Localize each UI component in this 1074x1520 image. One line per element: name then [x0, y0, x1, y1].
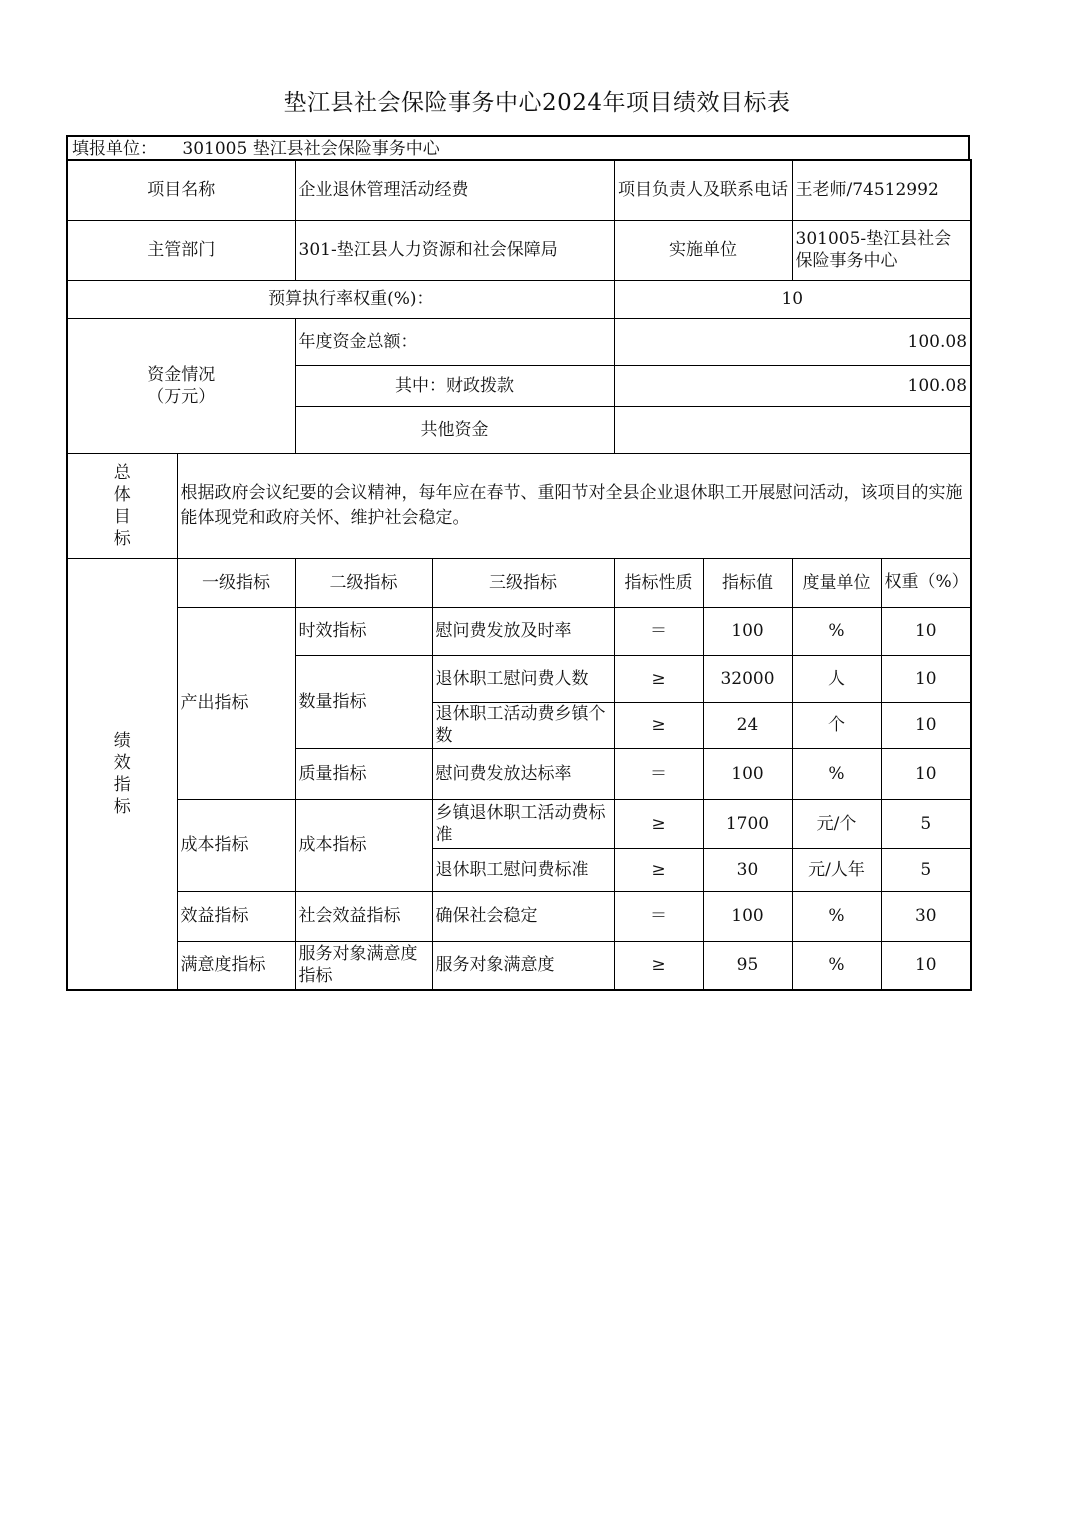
table-row — [67, 799, 971, 848]
header-weight: 权重（%） — [881, 558, 971, 607]
row-unit: 元/人年 — [792, 848, 881, 891]
row-nature: ＝ — [614, 891, 703, 941]
header-l3: 三级指标 — [432, 558, 614, 607]
row-nature: ＝ — [614, 748, 703, 799]
funds-total-label: 年度资金总额： — [295, 318, 614, 365]
row-nature: ≥ — [614, 799, 703, 848]
row-value: 100 — [703, 891, 792, 941]
contact-value: 王老师/74512992 — [792, 160, 971, 220]
contact-label: 项目负责人及联系电话 — [614, 160, 792, 220]
table-row — [67, 891, 971, 941]
goal-label: 总 体 目 标 — [67, 453, 177, 558]
row-l2: 服务对象满意度指标 — [295, 941, 432, 990]
row-value: 100 — [703, 607, 792, 655]
row-unit: 元/个 — [792, 799, 881, 848]
perf-label: 绩 效 指 标 — [67, 558, 177, 990]
row-l3: 确保社会稳定 — [432, 891, 614, 941]
header-value: 指标值 — [703, 558, 792, 607]
row-unit: % — [792, 607, 881, 655]
filler-row — [66, 135, 970, 159]
impl-value: 301005-垫江县社会保险事务中心 — [792, 220, 971, 280]
funds-label-cell — [67, 318, 295, 453]
row-nature: ＝ — [614, 607, 703, 655]
row-value: 24 — [703, 702, 792, 748]
row-l3: 慰问费发放达标率 — [432, 748, 614, 799]
row-unit: % — [792, 891, 881, 941]
header-unit: 度量单位 — [792, 558, 881, 607]
header-nature: 指标性质 — [614, 558, 703, 607]
budget-weight-label: 预算执行率权重(%)： — [67, 280, 614, 318]
row-value: 32000 — [703, 655, 792, 702]
goal-text: 根据政府会议纪要的会议精神，每年应在春节、重阳节对全县企业退休职工开展慰问活动，该项目的实施能体现党和政府关怀、维护社会稳定。 — [177, 453, 971, 558]
row-l2: 成本指标 — [295, 799, 432, 891]
row-weight: 5 — [881, 799, 971, 848]
row-l2: 数量指标 — [295, 655, 432, 748]
project-name-label: 项目名称 — [67, 160, 295, 220]
row-l1: 效益指标 — [177, 891, 295, 941]
filler-value: 301005 垫江县社会保险事务中心 — [182, 139, 440, 159]
row-l2: 社会效益指标 — [295, 891, 432, 941]
row-weight: 10 — [881, 748, 971, 799]
row-weight: 10 — [881, 702, 971, 748]
header-l2: 二级指标 — [295, 558, 432, 607]
row-weight: 10 — [881, 607, 971, 655]
funds-unit: （万元） — [147, 386, 216, 407]
table-row — [67, 941, 971, 990]
row-weight: 5 — [881, 848, 971, 891]
funds-fiscal-value: 100.08 — [614, 365, 971, 406]
row-nature: ≥ — [614, 702, 703, 748]
row-unit: % — [792, 941, 881, 990]
row-l1: 产出指标 — [177, 607, 295, 799]
row-nature: ≥ — [614, 848, 703, 891]
row-unit: % — [792, 748, 881, 799]
row-weight: 30 — [881, 891, 971, 941]
performance-table — [66, 159, 972, 991]
row-l3: 退休职工慰问费人数 — [432, 655, 614, 702]
row-l3: 退休职工慰问费标准 — [432, 848, 614, 891]
row-nature: ≥ — [614, 941, 703, 990]
project-name-value: 企业退休管理活动经费 — [295, 160, 614, 220]
dept-label: 主管部门 — [67, 220, 295, 280]
funds-total-value: 100.08 — [614, 318, 971, 365]
table-row — [67, 607, 971, 655]
budget-weight-value: 10 — [614, 280, 971, 318]
page-title: 垫江县社会保险事务中心2024年项目绩效目标表 — [283, 90, 791, 116]
header-l1: 一级指标 — [177, 558, 295, 607]
row-l3: 服务对象满意度 — [432, 941, 614, 990]
row-nature: ≥ — [614, 655, 703, 702]
row-l1: 成本指标 — [177, 799, 295, 891]
row-value: 95 — [703, 941, 792, 990]
row-l2: 时效指标 — [295, 607, 432, 655]
row-l3: 乡镇退休职工活动费标准 — [432, 799, 614, 848]
row-weight: 10 — [881, 655, 971, 702]
row-weight: 10 — [881, 941, 971, 990]
row-l3: 慰问费发放及时率 — [432, 607, 614, 655]
row-value: 1700 — [703, 799, 792, 848]
dept-value: 301-垫江县人力资源和社会保障局 — [295, 220, 614, 280]
row-value: 100 — [703, 748, 792, 799]
funds-other-value — [614, 406, 971, 453]
funds-other-label: 共他资金 — [295, 406, 614, 453]
funds-label: 资金情况 — [147, 364, 216, 385]
row-value: 30 — [703, 848, 792, 891]
filler-label: 填报单位： — [72, 139, 157, 159]
row-l1: 满意度指标 — [177, 941, 295, 990]
row-l2: 质量指标 — [295, 748, 432, 799]
row-unit: 人 — [792, 655, 881, 702]
row-unit: 个 — [792, 702, 881, 748]
impl-label: 实施单位 — [614, 220, 792, 280]
funds-fiscal-label: 其中：财政拨款 — [295, 365, 614, 406]
row-l3: 退休职工活动费乡镇个数 — [432, 702, 614, 748]
